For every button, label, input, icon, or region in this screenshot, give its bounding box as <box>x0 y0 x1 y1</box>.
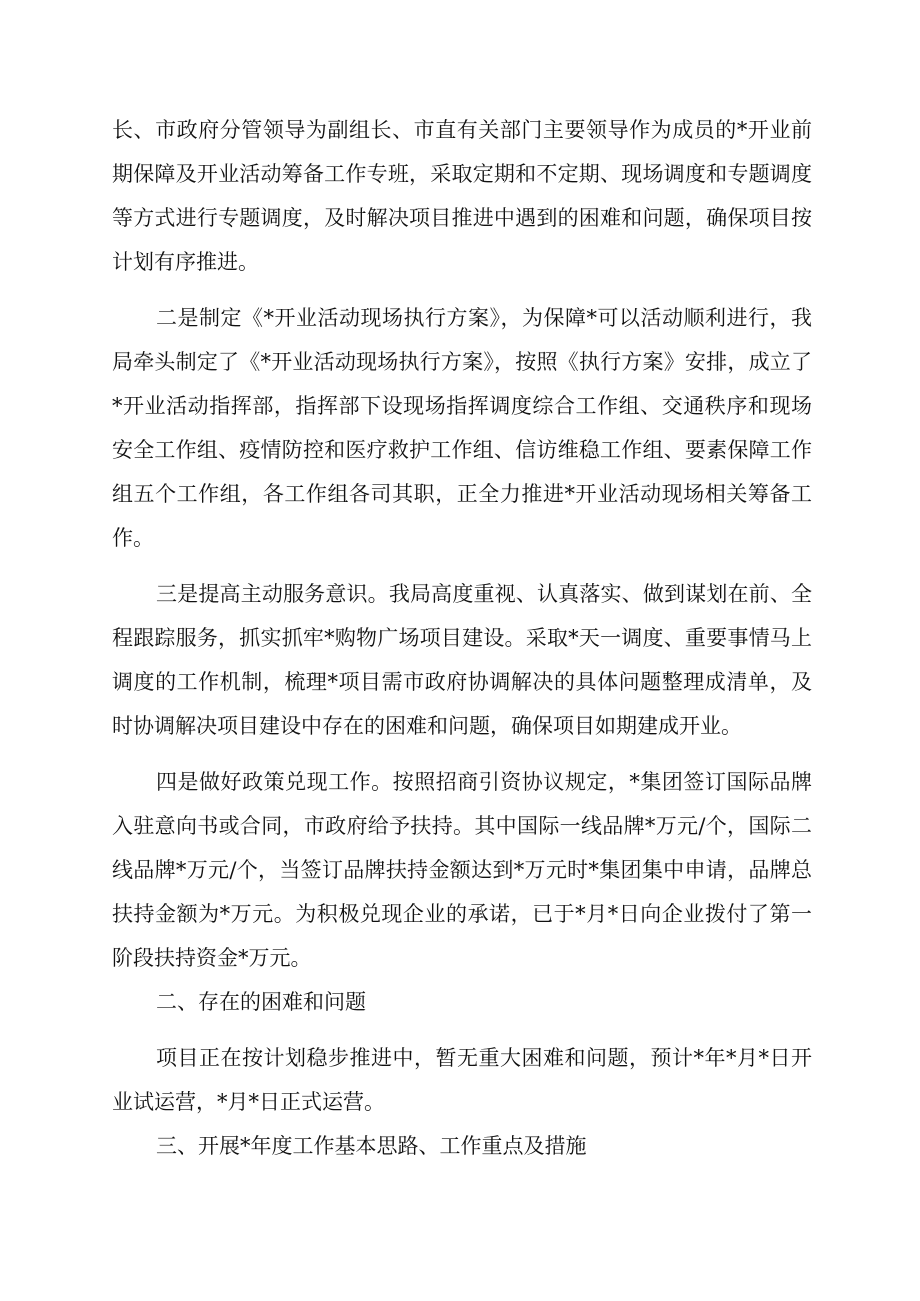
section-heading-problems: 二、存在的困难和问题 <box>156 990 366 1014</box>
paragraph-continuation: 长、市政府分管领导为副组长、市直有关部门主要领导作为成员的*开业前期保障及开业活动筹备工作专班，采取定期和不定期、现场调度和专题调度等方式进行专题调度，及时解决项目推进中遇到的困难和问题，确保项目按计划有序推进。 <box>112 118 812 274</box>
document-body <box>112 108 812 1168</box>
paragraph-item-two: 二是制定《*开业活动现场执行方案》，为保障*可以活动顺利进行，我局牵头制定了《*开业活动现场执行方案》，按照《执行方案》安排，成立了*开业活动指挥部，指挥部下设现场指挥调度综合工作组、交通秩序和现场安全工作组、疫情防控和医疗救护工作组、信访维稳工作组、要素保障工作组五个工作组，各工作组各司其职，正全力推进*开业活动现场相关筹备工作。 <box>112 306 812 550</box>
section-heading-next-year: 三、开展*年度工作基本思路、工作重点及措施 <box>156 1134 587 1158</box>
paragraph-item-four: 四是做好政策兑现工作。按照招商引资协议规定，*集团签订国际品牌入驻意向书或合同，市政府给予扶持。其中国际一线品牌*万元/个，国际二线品牌*万元/个，当签订品牌扶持金额达到*万元时*集团集中申请，品牌总扶持金额为*万元。为积极兑现企业的承诺，已于*月*日向企业拨付了第一阶段扶持资金*万元。 <box>112 770 812 970</box>
paragraph-problems: 项目正在按计划稳步推进中，暂无重大困难和问题，预计*年*月*日开业试运营，*月*日正式运营。 <box>112 1046 812 1114</box>
paragraph-item-three: 三是提高主动服务意识。我局高度重视、认真落实、做到谋划在前、全程跟踪服务，抓实抓牢*购物广场项目建设。采取*天一调度、重要事情马上调度的工作机制，梳理*项目需市政府协调解决的具体问题整理成清单，及时协调解决项目建设中存在的困难和问题，确保项目如期建成开业。 <box>112 582 812 738</box>
